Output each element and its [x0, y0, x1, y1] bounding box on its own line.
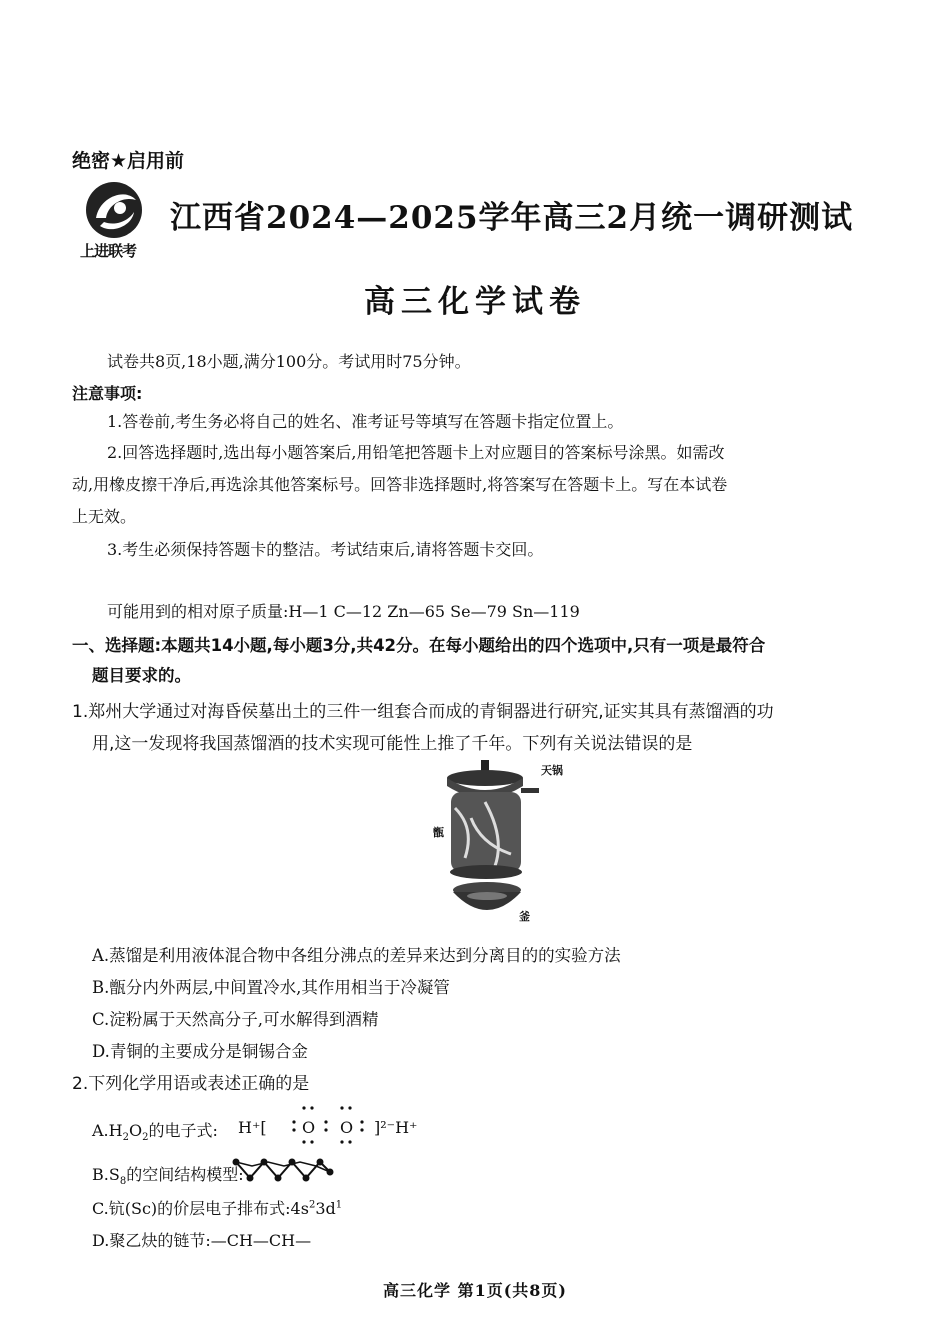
q1-option-a: A.蒸馏是利用液体混合物中各组分沸点的差异来达到分离目的的实验方法 [92, 946, 621, 965]
bronze-distiller-figure [415, 758, 565, 928]
q1-stem-line-1: 1.郑州大学通过对海昏侯墓出土的三件一组套合而成的青铜器进行研究,证实其具有蒸馏酒的功 [72, 702, 774, 722]
exam-intro: 试卷共8页,18小题,满分100分。考试用时75分钟。 [107, 352, 471, 371]
q2-option-a-sub1: 2 [122, 1132, 129, 1144]
q2-option-c-mid: 3d [315, 1199, 336, 1218]
q2-option-a-text: 的电子式: [148, 1121, 218, 1140]
q2-option-b-text: 的空间结构模型: [126, 1165, 244, 1184]
q1-option-c: C.淀粉属于天然高分子,可水解得到酒精 [92, 1010, 379, 1029]
page-footer: 高三化学 第1页(共8页) [383, 1281, 567, 1300]
q1-option-b: B.甑分内外两层,中间置冷水,其作用相当于冷凝管 [92, 978, 450, 997]
q2-stem: 2.下列化学用语或表述正确的是 [72, 1074, 310, 1094]
q2-option-b-prefix: B.S [92, 1165, 120, 1184]
q2-option-c-sup2: 1 [335, 1199, 343, 1211]
h2o2-left-ion: H⁺[ [238, 1118, 267, 1137]
section-heading-line-1: 一、选择题:本题共14小题,每小题3分,共42分。在每小题给出的四个选项中,只有一项是最符合 [72, 636, 766, 655]
notice-item-3: 3.考生必须保持答题卡的整洁。考试结束后,请将答题卡交回。 [107, 540, 544, 559]
q1-option-d: D.青铜的主要成分是铜锡合金 [92, 1042, 308, 1061]
q2-option-b [92, 1162, 244, 1187]
h2o2-electron-formula [238, 1102, 438, 1146]
notice-heading: 注意事项: [72, 384, 143, 403]
logo-text: 上进联考 [80, 242, 137, 260]
q2-option-a-sub2: 2 [142, 1132, 149, 1144]
q2-option-a-prefix: A. [92, 1121, 109, 1140]
exam-subtitle: 高三化学试卷 [364, 284, 586, 320]
q2-option-d: D.聚乙炔的链节:—CH—CH— [92, 1231, 312, 1250]
figure-label-top-pot: 天锅 [541, 764, 563, 777]
q2-option-c [92, 1196, 342, 1219]
notice-item-2-line-3: 上无效。 [72, 507, 137, 526]
figure-label-steamer: 甑 [433, 826, 444, 839]
q2-option-a [92, 1118, 218, 1143]
s8-ring-model [230, 1156, 340, 1184]
q2-option-b-sub: 8 [119, 1176, 127, 1188]
notice-item-2-line-2: 动,用橡皮擦干净后,再选涂其他答案标号。回答非选择题时,将答案写在答题卡上。写在本试卷 [72, 475, 728, 494]
exam-logo [78, 178, 154, 264]
q2-option-c-sup1: 2 [308, 1199, 316, 1211]
q1-stem-line-2: 用,这一发现将我国蒸馏酒的技术实现可能性上推了千年。下列有关说法错误的是 [92, 734, 693, 754]
atomic-masses: 可能用到的相对原子质量:H—1 C—12 Zn—65 Se—79 Sn—119 [107, 602, 580, 621]
notice-item-1: 1.答卷前,考生务必将自己的姓名、准考证号等填写在答题卡指定位置上。 [107, 412, 624, 431]
notice-item-2-line-1: 2.回答选择题时,选出每小题答案后,用铅笔把答题卡上对应题目的答案标号涂黑。如需改 [107, 443, 725, 462]
q2-option-c-text: C.钪(Sc)的价层电子排布式:4s [92, 1199, 309, 1218]
confidential-label: 绝密★启用前 [72, 150, 185, 172]
exam-title: 江西省2024—2025学年高三2月统一调研测试 [170, 200, 854, 236]
h2o2-oxygen-1: O [302, 1118, 316, 1137]
section-heading-line-2: 题目要求的。 [92, 666, 191, 685]
h2o2-oxygen-2: O [340, 1118, 354, 1137]
h2o2-right-ion: ]²⁻H⁺ [374, 1118, 418, 1137]
q2-option-a-h: H [108, 1121, 123, 1140]
figure-label-cauldron: 釜 [519, 910, 530, 923]
q2-option-a-o: O [128, 1121, 143, 1140]
